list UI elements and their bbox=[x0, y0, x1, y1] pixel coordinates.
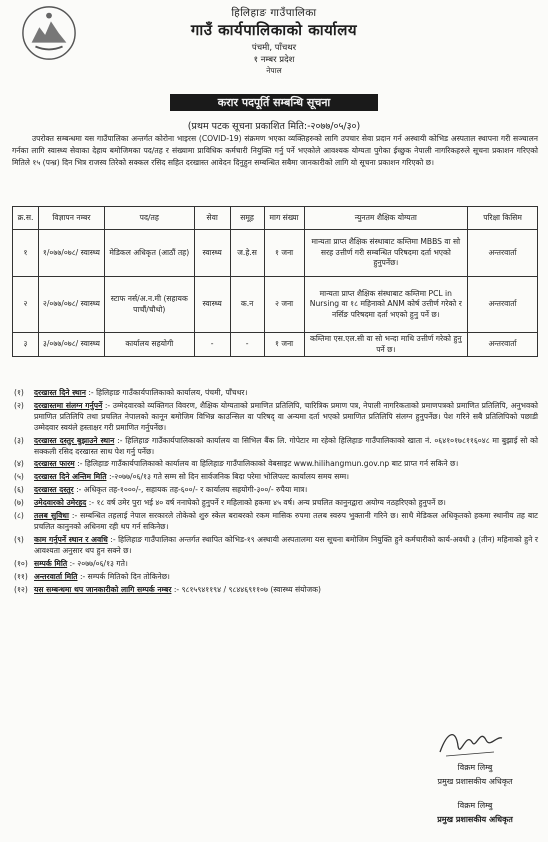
col-exam-type: परिक्षा किसिम bbox=[468, 207, 538, 230]
table-cell: क.न bbox=[230, 277, 264, 333]
item-label: दरखास्त दस्तुर bbox=[34, 485, 74, 495]
notice-intro: उपरोक्त सम्बन्धमा यस गाउँपालिका अन्तर्गत कोरोना भाइरस (COVID-19) संक्रमण भएका व्यक्तिहरुको लागि उपचार सेवा प्रदान गर्न अस्थायी कोभिड अस्पताल स्थापना गरी सञ्चालन गर्नका लागि स्वास्थ्य सेवाका देहाय बमोजिमका पद/तह र संख्यामा प्राविधिक कर्मचारी नियुक्ति गर्नु पर्ने भएकोले आवश्यक योग्यता पुगेका ईच्छुक नेपाली नागरिकहरुले सूचना प्रकाशन गरिएको मितिले १५ (पन्ध्र) दिन भित्र राजस्व तिरेको सक्कल रसिद सहित दरखास्त आवेदन दिनुहुन सम्बन्धित सबैमा जानकारीको लागि यो सूचना प्रकाशन गरिएको छ। bbox=[12, 134, 538, 168]
item-label: दरखास्त फारम bbox=[34, 459, 75, 469]
col-post: पद/तह bbox=[104, 207, 194, 230]
item-label: उमेदवारको उमेरहद bbox=[34, 498, 87, 508]
table-cell: अन्तरवार्ता bbox=[468, 333, 538, 357]
list-item bbox=[14, 388, 538, 399]
item-number: (८) bbox=[14, 511, 24, 521]
col-demand: माग संख्या bbox=[264, 207, 304, 230]
table-row bbox=[13, 277, 538, 333]
list-item bbox=[14, 498, 538, 509]
table-cell: कार्यालय सहयोगी bbox=[104, 333, 194, 357]
list-item bbox=[14, 559, 538, 570]
item-number: (९) bbox=[14, 534, 24, 544]
office-name: गाउँ कार्यपालिकाको कार्यालय bbox=[190, 21, 358, 39]
country-name: नेपाल bbox=[266, 66, 282, 75]
col-sn: क्र.स. bbox=[13, 207, 39, 230]
list-item bbox=[14, 401, 538, 434]
item-label: अन्तरवार्ता मिति bbox=[34, 571, 78, 581]
item-number: (७) bbox=[14, 498, 24, 508]
item-number: (४) bbox=[14, 459, 24, 469]
table-cell: स्वास्थ्य bbox=[194, 277, 230, 333]
list-item bbox=[14, 436, 538, 458]
item-text: :- हिलिहाङ गाउँकार्यपालिकाको कार्यालय, पंचमी, पाँचथर। bbox=[88, 388, 248, 397]
item-number: (६) bbox=[14, 485, 24, 495]
item-number: (३) bbox=[14, 435, 24, 445]
item-text: :- २०७७/०६/१३ गते। bbox=[69, 558, 128, 568]
col-ad-number: विज्ञापन नम्बर bbox=[38, 207, 104, 230]
stamp-title: प्रमुख प्रशासकीय अधिकृत bbox=[437, 815, 513, 824]
item-number: (२) bbox=[14, 400, 24, 410]
table-cell: २ bbox=[13, 277, 39, 333]
item-number: (११) bbox=[14, 571, 28, 581]
item-text: :- अधिकृत तह-१०००/-, सहायक तह-६००/- र कार्यालय सहयोगी-३००/- रुपैया मात्र। bbox=[76, 485, 308, 495]
item-label: दरखास्त दिने अन्तिम मिति bbox=[34, 472, 107, 482]
item-text: :-२०७७/०६/१३ गते सम्म सो दिन सार्वजनिक बिदा परेमा भोलिपल्ट कार्यालय समय सम्म। bbox=[108, 472, 350, 482]
list-item bbox=[14, 535, 538, 557]
item-text: :- १८ वर्ष उमेर पुरा भई ४० वर्ष ननाघेको हुनुपर्ने र महिलाको हकमा ४५ वर्ष। अन्य प्रचलित कानुनद्वारा अयोग्य नठहरिएको हुनुपर्ने छ। bbox=[88, 498, 446, 508]
item-number: (१०) bbox=[14, 558, 28, 568]
table-row bbox=[13, 230, 538, 277]
table-cell: स्वास्थ्य bbox=[194, 230, 230, 277]
item-number: (१२) bbox=[14, 584, 28, 594]
item-number: (१) bbox=[14, 388, 24, 397]
vacancy-table bbox=[12, 206, 538, 357]
item-text: :- हिलिहाङ गाउँकार्यपालिकाको कार्यालय वा हिलिहाङ गाउँपालिकाको वेबसाइट www.hilihangmun.gov.np बाट प्राप्त गर्न सकिने छ। bbox=[77, 459, 459, 469]
table-cell: स्टाफ नर्स/अ.न.मी (सहायक पाचौं/चौथो) bbox=[104, 277, 194, 333]
stamp-name: विक्रम लिम्बु bbox=[457, 801, 493, 810]
table-cell: अन्तरवार्ता bbox=[468, 277, 538, 333]
table-cell: कम्तिमा एस.एल.सी वा सो भन्दा माथि उत्तीर्ण गरेको हुनु पर्ने छ। bbox=[304, 333, 468, 357]
list-item bbox=[14, 511, 538, 533]
table-cell: २ जना bbox=[264, 277, 304, 333]
item-label: सम्पर्क मिति bbox=[34, 558, 68, 568]
item-text: :- सम्पर्क मितिको दिन तोकिनेछ। bbox=[79, 571, 170, 581]
list-item bbox=[14, 585, 538, 596]
list-item bbox=[14, 472, 538, 483]
signatory-name: विक्रम लिम्बु bbox=[457, 763, 493, 772]
table-header-row bbox=[13, 207, 538, 230]
table-cell: ज.हे.स bbox=[230, 230, 264, 277]
item-label: दरखास्तमा संलग्न गर्नुपर्ने bbox=[34, 400, 103, 410]
item-label: दरखास्त दिने स्थान bbox=[34, 388, 86, 397]
table-cell: मेडिकल अधिकृत (आठौं तह) bbox=[104, 230, 194, 277]
col-qualification: न्युनतम शैक्षिक योग्यता bbox=[304, 207, 468, 230]
table-cell: ३ bbox=[13, 333, 39, 357]
table-cell: - bbox=[230, 333, 264, 357]
table-cell: २/०७७/०७८/ स्वास्थ्य bbox=[38, 277, 104, 333]
list-item bbox=[14, 572, 538, 583]
list-item bbox=[14, 485, 538, 496]
item-text: :- उम्मेदवारको व्यक्तिगत विवरण, शैक्षिक योग्यताको प्रमाणित प्रतिलिपि, चारित्रिक प्रमाण पत्र, नेपाली नागरिकताको प्रमाणपत्रको प्रमाणित प्रतिलिपि, अनुभवको प्रमाणित प्रतिलिपि तथा प्रचलित नेपालको कानून बमोजिम विभिन्न काउन्सिल वा परिषद् वा अन्यमा दर्ता भएको प्रमाणित प्रतिलिपि संलग्न हुनुपर्नेछ। पेश गरिने सबै प्रतिलिपिको पछाडी उम्मेदवार स्वयंले हस्ताक्षर गरी प्रमाणित गर्नुपर्नेछ। bbox=[34, 400, 538, 432]
col-service: सेवा bbox=[194, 207, 230, 230]
notice-conditions-list bbox=[14, 388, 538, 597]
province-name: १ नम्बर प्रदेश bbox=[253, 55, 295, 65]
table-cell: - bbox=[194, 333, 230, 357]
table-cell: १ जना bbox=[264, 230, 304, 277]
table-cell: मान्यता प्राप्त शैक्षिक संस्थाबाट कम्तिमा PCL in Nursing वा १८ महिनाको ANM कोर्ष उत्तीर्ण गरेको र नर्सिङ परिषदमा दर्ता भएको हुनु पर्ने छ। bbox=[304, 277, 468, 333]
office-address: पंचमी, पाँचथर bbox=[251, 43, 297, 53]
item-label: तलब सुविधा bbox=[34, 511, 69, 521]
signatory-title: प्रमुख प्रशासकीय अधिकृत bbox=[437, 777, 513, 786]
table-cell: १ bbox=[13, 230, 39, 277]
table-row bbox=[13, 333, 538, 357]
publication-date: (प्रथम पटक सूचना प्रकाशित मिति:-२०७७/०५/३०) bbox=[187, 121, 361, 132]
table-cell: मान्यता प्राप्त शैक्षिक संस्थाबाट कम्तिमा MBBS वा सो सरह उत्तीर्ण गरी सम्बन्धित परिषदमा दर्ता भएको हुनुपर्नेछ। bbox=[304, 230, 468, 277]
item-label: दरखास्त दस्तुर बुझाउने स्थान bbox=[34, 435, 115, 445]
municipality-name: हिलिहाङ गाउँपालिका bbox=[231, 7, 317, 19]
list-item bbox=[14, 459, 538, 470]
item-text: :- सम्बन्धित तहलाई नेपाल सरकारले तोकेको शुरु स्केल बराबरको रकम मासिक रुपमा तलब स्वरुप भुक्तानी गरिने छ। साथै मेडिकल अधिकृतको हकमा स्थानीय तह बाट प्रचलित कानुनको अधिनमा रही थप गर्न सकिनेछ। bbox=[34, 511, 538, 531]
item-label: काम गर्नुपर्ने स्थान र अवधि bbox=[34, 534, 108, 544]
table-cell: १ जना bbox=[264, 333, 304, 357]
item-text: :- ९८१५९४११९४ / ९८४४६९११०७ (स्वास्थ्य संयोजक) bbox=[173, 584, 321, 594]
table-cell: अन्तरवार्ता bbox=[468, 230, 538, 277]
col-group: समूह bbox=[230, 207, 264, 230]
item-text: :- हिलिहाङ गाउँकार्यपालिकाको कार्यालय वा सिभिल बैंक लि. गोपेटार मा रहेको हिलिहाङ गाउँपालिकाको खाता नं. ०६४१०१७८११६०४८ मा बुझाई सो को सक्कली रसिद दरखास्त साथ पेश गर्नु पर्नेछ। bbox=[34, 435, 538, 456]
item-label: यस सम्बन्धमा थप जानकारीको लागि सम्पर्क नम्बर bbox=[34, 584, 172, 594]
table-cell: ३/०७७/०७८/ स्वास्थ्य bbox=[38, 333, 104, 357]
signature-mark bbox=[436, 722, 506, 762]
item-number: (५) bbox=[14, 472, 24, 482]
item-text: :- हिलिहाङ गाउँपालिका अन्तर्गत स्थापित कोभिड-१९ अस्थायी अस्पतालमा यस सूचना बमोजिम नियुक्ति हुने कर्मचारीको कार्य-अवधी ३ (तीन) महिनाको हुने र आवश्यता अनुसार थप हुन सक्ने छ। bbox=[34, 534, 538, 555]
table-cell: १/०७७/०७८/ स्वास्थ्य bbox=[38, 230, 104, 277]
notice-title: करार पदपूर्ति सम्बन्धि सूचना bbox=[170, 94, 378, 111]
